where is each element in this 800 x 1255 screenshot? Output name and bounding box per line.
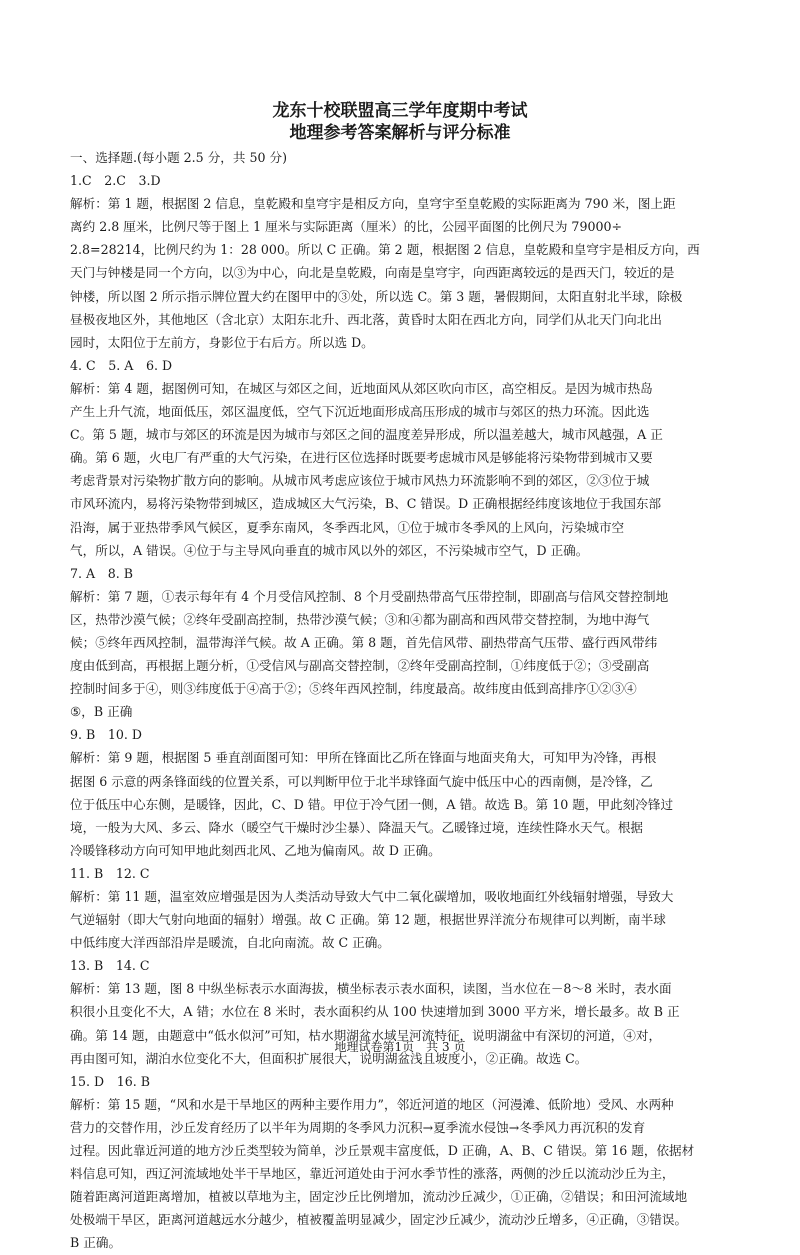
text-line: ⑤，B 正确 (70, 704, 133, 720)
text-line: 处极端干旱区，距离河道越远水分越少，植被覆盖明显减少，固定沙丘减少，流动沙丘增多，④正确，③错误。 (70, 1212, 688, 1228)
text-line: 昼极夜地区外，其他地区（含北京）太阳东北升、西北落，黄昏时太阳在西北方向，同学们从北天门向北出 (70, 311, 662, 327)
text-line: 考虑背景对污染物扩散方向的影响。从城市风考虑应该位于城市风热力环流影响不到的郊区，②③位于城 (70, 473, 650, 489)
text-line: 冷暖锋移动方向可知甲地此刻西北风、乙地为偏南风。故 D 正确。 (70, 842, 441, 858)
text-line: 候；⑤终年西风控制，温带海洋气候。故 A 正确。第 8 题，首先信风带、副热带高气压带、盛行西风带纬 (70, 634, 658, 650)
text-line: 离约 2.8 厘米，比例尺等于图上 1 厘米与实际距离（厘米）的比，公园平面图的比例尺为 79000÷ (70, 219, 623, 235)
text-line: 9. B 10. D (70, 727, 142, 743)
text-line: 15. D 16. B (70, 1073, 151, 1089)
text-line: 解析：第 11 题，温室效应增强是因为人类活动导致大气中二氧化碳增加，吸收地面红外线辐射增强，导致大 (70, 889, 674, 904)
answer-body (70, 146, 738, 1255)
text-line: 确。第 6 题，火电厂有严重的大气污染，在进行区位选择时既要考虑城市风是够能将污染物带到城市又要 (70, 450, 653, 466)
text-line: 度由低到高，再根据上题分析，①受信风与副高交替控制，②终年受副高控制，①纬度低于②；③受副高 (70, 658, 650, 674)
page-subtitle: 地理参考答案解析与评分标准 (289, 123, 511, 143)
text-line: 控制时间多于④，则③纬度低于④高于②；⑤终年西风控制，纬度最高。故纬度由低到高排序①②③④ (70, 681, 637, 697)
text-line: 4. C 5. A 6. D (70, 357, 173, 373)
text-line: 据图 6 示意的两条锋面线的位置关系，可以判断甲位于北半球锋面气旋中低压中心的西南侧，是冷锋，乙 (70, 773, 653, 789)
text-line: 市风环流内，易将污染物带到城区，造成城区大气污染，B、C 错误。D 正确根据经纬度该地位于我国东部 (70, 496, 662, 512)
text-line: 11. B 12. C (70, 865, 150, 881)
text-line: 气，所以，A 错误。④位于与主导风向垂直的城市风以外的郊区，不污染城市空气，D 正确。 (70, 542, 589, 558)
text-line: 位于低压中心东侧，是暖锋，因此，C、D 错。甲位于冷气团一侧，A 错。故选 B。第 10 题，甲此刻冷锋过 (70, 796, 674, 812)
text-line: 随着距离河道距离增加，植被以草地为主，固定沙丘比例增加，流动沙丘减少，①正确，②错误；和田河流域地 (70, 1189, 688, 1205)
text-line: 13. B 14. C (70, 958, 150, 974)
text-line: 1.C 2.C 3.D (70, 173, 161, 189)
text-line: 产生上升气流，地面低压，郊区温度低，空气下沉近地面形成高压形成的城市与郊区的热力环流。因此选 (70, 404, 650, 420)
text-line: 区，热带沙漠气候；②终年受副高控制，热带沙漠气候；③和④都为副高和西风带交替控制，为地中海气 (70, 611, 650, 627)
text-line: B 正确。 (70, 1235, 122, 1251)
text-line: 7. A 8. B (70, 565, 133, 581)
text-line: 2.8=28214，比例尺约为 1：28 000。所以 C 正确。第 2 题，根据图 2 信息，皇乾殿和皇穹宇是相反方向，西 (70, 242, 700, 258)
text-line: 积很小且变化不大，A 错；水位在 8 米时，表水面积约从 100 快速增加到 3000 平方米，增长最多。故 B 正 (70, 1004, 680, 1020)
text-line: 一、选择题.(每小题 2.5 分，共 50 分) (70, 150, 288, 165)
page-title: 龙东十校联盟高三学年度期中考试 (272, 101, 528, 121)
text-line: 解析：第 4 题，据图例可知，在城区与郊区之间，近地面风从郊区吹向市区，高空相反。是因为城市热岛 (70, 380, 653, 396)
text-line: 解析：第 9 题，根据图 5 垂直剖面图可知：甲所在锋面比乙所在锋面与地面夹角大，可知甲为冷锋，再根 (70, 750, 657, 766)
text-line: 解析：第 1 题，根据图 2 信息，皇乾殿和皇穹宇是相反方向，皇穹宇至皇乾殿的实际距离为 790 米，图上距 (70, 196, 676, 212)
text-line: 中低纬度大洋西部沿岸是暖流，自北向南流。故 C 正确。 (70, 935, 390, 951)
text-line: 园时，太阳位于左前方，身影位于右后方。所以选 D。 (70, 334, 374, 350)
text-line: 料信息可知，西辽河流域地处半干旱地区，靠近河道处由于河水季节性的涨落，两侧的沙丘以流动沙丘为主， (70, 1166, 675, 1182)
text-line: 气逆辐射（即大气射向地面的辐射）增强。故 C 正确。第 12 题，根据世界洋流分布规律可以判断，南半球 (70, 912, 666, 928)
text-line: 钟楼，所以图 2 所示指示牌位置大约在图甲中的③处，所以选 C。第 3 题，暑假期间，太阳直射北半球，除极 (70, 288, 683, 304)
text-line: 过程。因此靠近河道的地方沙丘类型较为简单，沙丘景观丰富度低，D 正确，A、B、C 错误。第 16 题，依据材 (70, 1143, 695, 1159)
text-line: 解析：第 15 题，“风和水是干旱地区的两种主要作用力”，邻近河道的地区（河漫滩、低阶地）受风、水两种 (70, 1096, 674, 1112)
text-line: 营力的交替作用，沙丘发育经历了以半年为周期的冬季风力沉积→夏季流水侵蚀→冬季风力再沉积的发育 (70, 1119, 646, 1135)
text-line: 确。第 14 题，由题意中“低水似河”可知，枯水期湖盆水域呈河流特征，说明湖盆中有深切的河道，④对， (70, 1027, 662, 1043)
page-footer: 地理试卷第1页 共 3 页 (334, 1040, 466, 1054)
text-line: 再由图可知，湖泊水位变化不大，但面积扩展很大，说明湖盆浅且坡度小，②正确。故选 C。 (70, 1050, 588, 1066)
text-line: 解析：第 13 题，图 8 中纵坐标表示水面海拔，横坐标表示表水面积，读图，当水位在－8～8 米时，表水面 (70, 981, 672, 997)
text-line: 天门与钟楼是同一个方向，以③为中心，向北是皇乾殿，向南是皇穹宇，向西距离较远的是西天门，较近的是 (70, 265, 675, 281)
text-line: 沿海，属于亚热带季风气候区，夏季东南风，冬季西北风，①位于城市冬季风的上风向，污染城市空 (70, 519, 625, 535)
text-line: 境，一般为大风、多云、降水（暖空气干燥时沙尘暴）、降温天气。乙暖锋过境，连续性降水天气。根据 (70, 819, 644, 835)
text-line: 解析：第 7 题，①表示每年有 4 个月受信风控制、8 个月受副热带高气压带控制，即副高与信风交替控制地 (70, 588, 669, 604)
text-line: C。第 5 题，城市与郊区的环流是因为城市与郊区之间的温度差异形成，所以温差越大，城市风越强，A 正 (70, 427, 663, 443)
